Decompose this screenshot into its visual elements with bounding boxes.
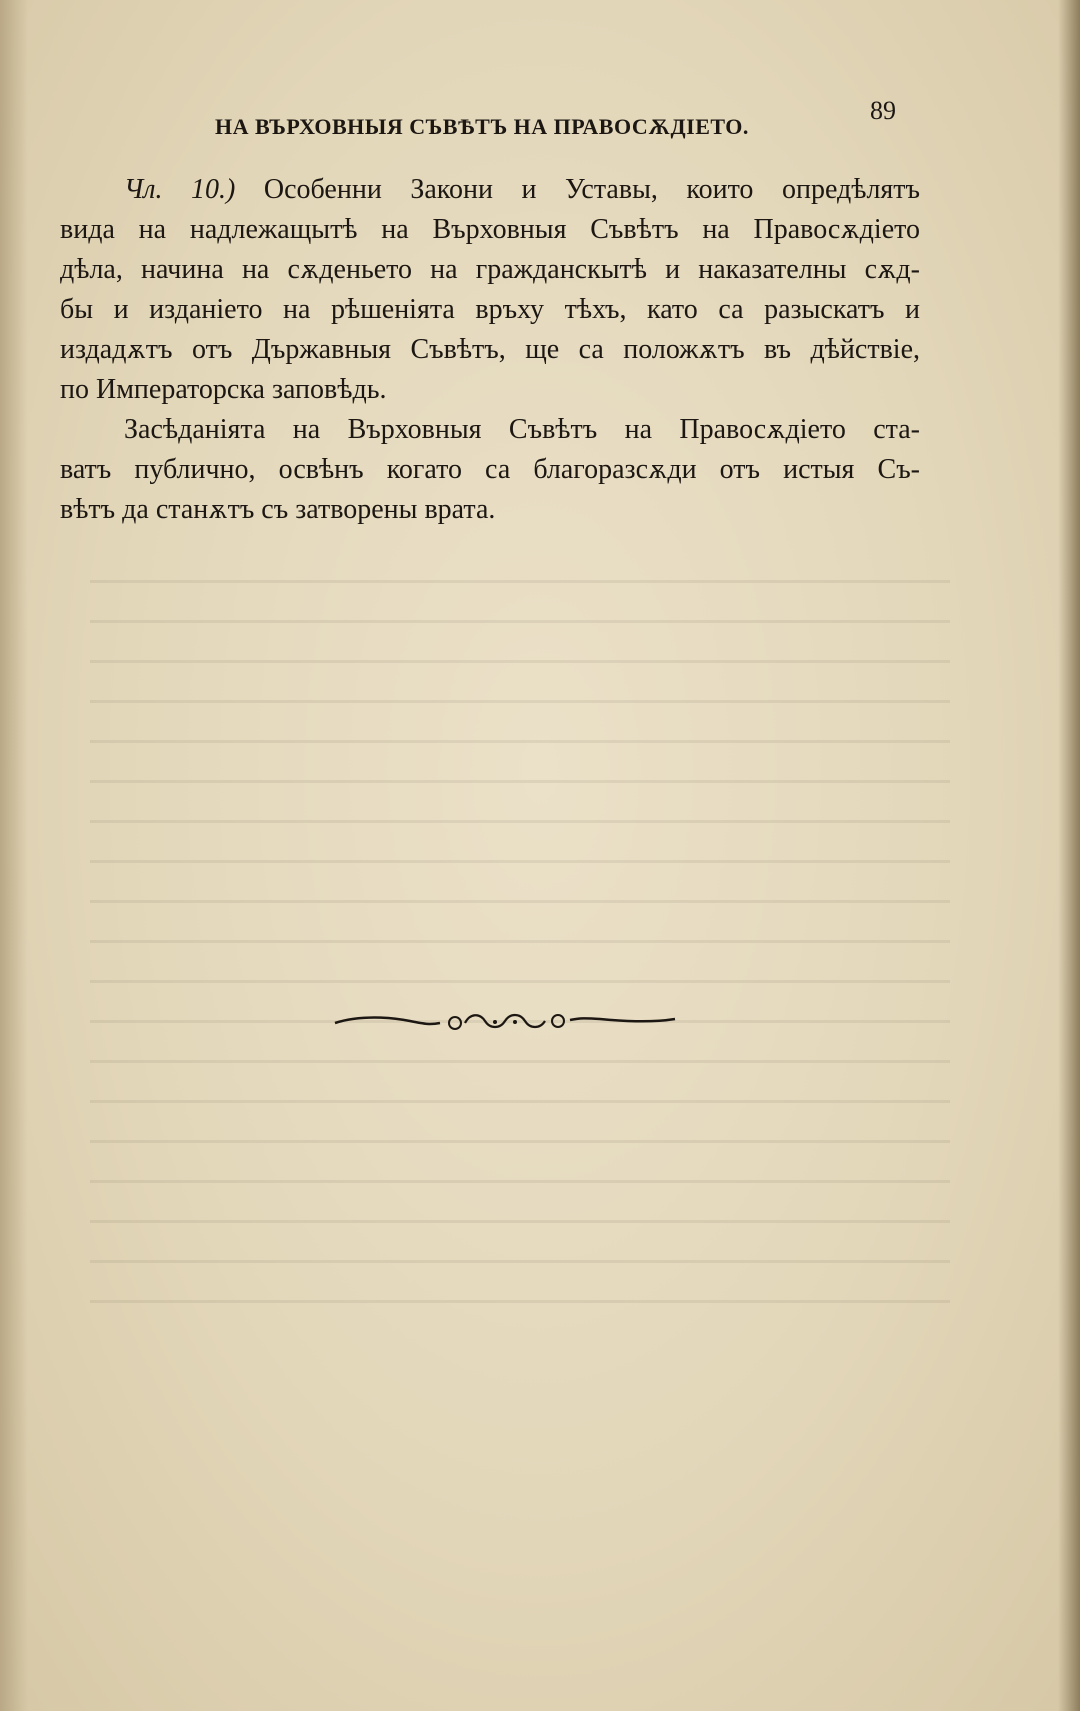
ornament-divider-icon: [330, 1003, 680, 1039]
article-line-2: вида на надлежащытѣ на Върховныя Съвѣтъ на Правосѫдіето: [60, 214, 920, 245]
article-line-1-text: Особенни Закони и Уставы, които опредѣлятъ: [263, 174, 921, 205]
paragraph2-line-1: Засѣданіята на Върховныя Съвѣтъ на Правосѫдіето ста-: [124, 414, 920, 445]
page-edge-shadow-left: [0, 0, 28, 1711]
page-edge-shadow-right: [1058, 0, 1080, 1711]
page-number: 89: [870, 96, 896, 125]
article-line-4: бы и изданіето на рѣшеніята връху тѣхъ, като са разыскатъ и: [60, 294, 920, 325]
paragraph2-line-3: вѣтъ да станѫтъ съ затворены врата.: [60, 494, 496, 525]
show-through-text: [90, 580, 950, 1340]
paragraph2-line-2: ватъ публично, освѣнъ когато са благоразсѫди отъ истыя Съ-: [60, 454, 920, 485]
article-label: Чл. 10.): [124, 174, 236, 205]
article-line-1: [124, 172, 920, 208]
article-line-6: по Императорска заповѣдь.: [60, 374, 387, 405]
article-line-5: издадѫтъ отъ Държавныя Съвѣтъ, ще са положѫтъ въ дѣйствіе,: [60, 334, 920, 365]
running-head: НА ВЪРХОВНЫЯ СЪВѢТЪ НА ПРАВОСѪДІЕТО.: [215, 114, 749, 139]
article-line-3: дѣла, начина на сѫденьето на гражданскытѣ и наказателны сѫд-: [60, 254, 920, 285]
